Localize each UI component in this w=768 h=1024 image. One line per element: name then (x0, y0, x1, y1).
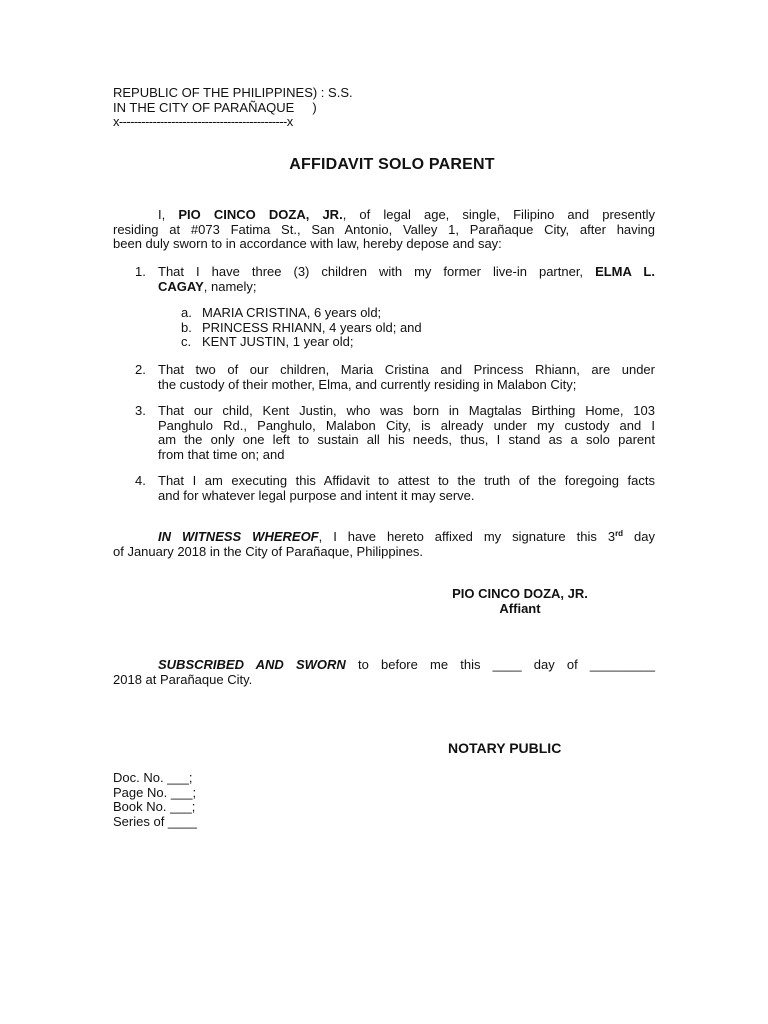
child-entry: KENT JUSTIN, 1 year old; (202, 334, 354, 349)
item-1 (135, 265, 655, 294)
list-item (181, 306, 581, 321)
witness-line1-end: day (623, 529, 655, 544)
children-list (181, 306, 581, 350)
item-2 (135, 363, 655, 392)
item-4-number: 4. (135, 473, 146, 488)
item-4-line2: and for whatever legal purpose and intent it may serve. (158, 487, 475, 503)
docket-entries (113, 771, 313, 829)
item-1-number: 1. (135, 264, 146, 279)
page-number: Page No. ___; (113, 784, 197, 800)
intro-line3: been duly sworn to in accordance with law, hereby depose and say: (113, 236, 502, 251)
item-1-line2-rest: , namely; (203, 278, 257, 294)
child-letter: c. (181, 334, 192, 349)
item-3-number: 3. (135, 403, 146, 418)
witness-lead: IN WITNESS WHEREOF (158, 529, 319, 544)
jurat-line2: 2018 at Parañaque City. (113, 671, 253, 687)
item-3-line1: That our child, Kent Justin, who was born in Magtalas Birthing Home, 103 (158, 403, 655, 418)
item-4-line1: That I am executing this Affidavit to attest to the truth of the foregoing facts (158, 473, 655, 488)
child-entry: MARIA CRISTINA, 6 years old; (202, 305, 382, 320)
affiant-name: PIO CINCO DOZA, JR. (452, 586, 588, 601)
list-item (181, 335, 581, 350)
witness-paragraph (113, 530, 655, 559)
partner-name-last: CAGAY (158, 278, 204, 294)
item-3 (135, 404, 655, 462)
affiant-name-inline: PIO CINCO DOZA, JR. (178, 207, 343, 222)
jurat-line1-rest: to before me this ____ day of _________ (345, 657, 655, 672)
list-item (181, 321, 581, 336)
item-3-line3: am the only one left to sustain all his needs, thus, I stand as a solo parent (158, 432, 655, 447)
item-3-line4: from that time on; and (158, 446, 285, 462)
venue-line-city: IN THE CITY OF PARAÑAQUE ) (113, 99, 317, 115)
series-year: Series of ____ (113, 813, 197, 829)
item-2-line1: That two of our children, Maria Cristina and Princess Rhiann, are under (158, 362, 655, 377)
child-entry: PRINCESS RHIANN, 4 years old; and (202, 319, 422, 335)
item-4 (135, 474, 655, 503)
doc-number: Doc. No. ___; (113, 770, 193, 785)
affiant-label: Affiant (499, 600, 541, 616)
item-1-line1: That I have three (3) children with my former live-in partner, (158, 264, 584, 279)
venue-separator: x---------------------------------------------x (113, 114, 293, 129)
child-letter: a. (181, 305, 192, 320)
item-3-line2: Panghulo Rd., Panghulo, Malabon City, is already under my custody and I (158, 417, 655, 433)
book-number: Book No. ___; (113, 799, 196, 814)
affiant-block (413, 587, 627, 616)
child-letter: b. (181, 319, 192, 335)
item-2-line2: the custody of their mother, Elma, and currently residing in Malabon City; (158, 376, 577, 392)
witness-line2: of January 2018 in the City of Parañaque, Philippines. (113, 543, 424, 559)
notary-public-label: NOTARY PUBLIC (448, 740, 562, 756)
partner-name-first: ELMA L. (595, 264, 655, 279)
venue-header (113, 86, 513, 130)
jurat-paragraph (113, 658, 655, 687)
intro-paragraph (113, 208, 655, 252)
witness-line1-rest: , I have hereto affixed my signature this 3 (318, 529, 616, 544)
intro-line2: residing at #073 Fatima St., San Antonio, Valley 1, Parañaque City, after having (113, 221, 655, 237)
item-2-number: 2. (135, 362, 146, 377)
intro-pre: I, (158, 207, 179, 222)
venue-line-republic: REPUBLIC OF THE PHILIPPINES) : S.S. (113, 85, 353, 100)
jurat-lead: SUBSCRIBED AND SWORN (158, 657, 346, 672)
document-title: AFFIDAVIT SOLO PARENT (289, 156, 495, 173)
day-ordinal-suffix: rd (615, 529, 624, 538)
intro-line1-rest: , of legal age, single, Filipino and presently (342, 207, 655, 222)
